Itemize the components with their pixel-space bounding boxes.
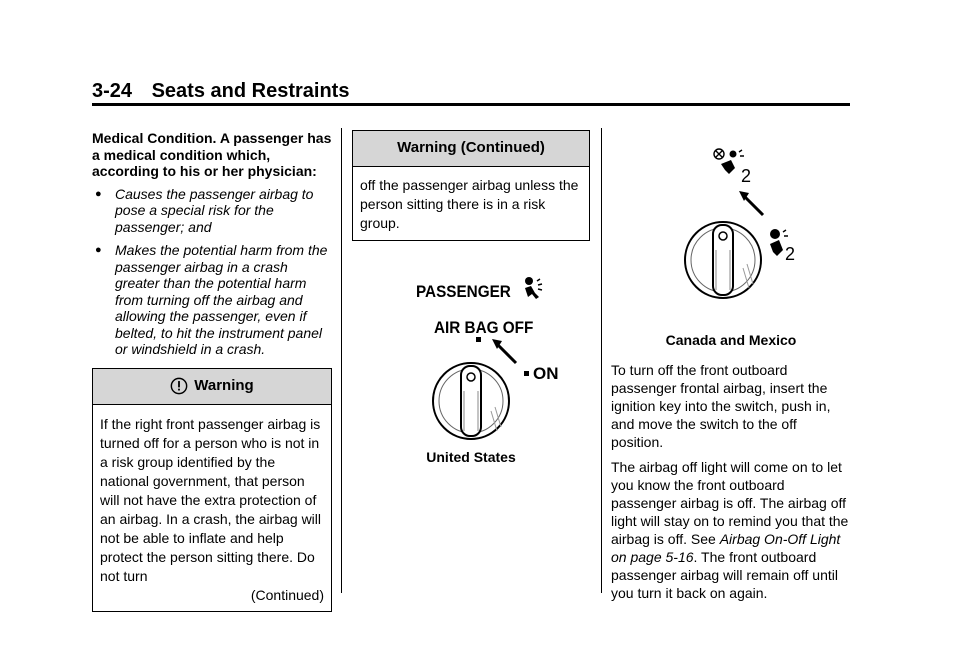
off-indicator-icon (476, 337, 481, 342)
bullet-icon: ● (95, 244, 102, 256)
arrow-icon (743, 195, 763, 215)
on-indicator-icon (524, 371, 529, 376)
condition-list (92, 186, 332, 358)
airbag-light-text: The airbag off light will come on to let you know the front outboard passenger airbag is off. The airbag off light will stay on to remind you that the airbag is off. See (611, 458, 849, 547)
list-item-text: Causes the passenger airbag to pose a special risk for the passenger; and (115, 185, 314, 235)
passenger-airbag-on-icon (770, 229, 795, 264)
passenger-airbag-icon (525, 277, 542, 299)
column-divider-1 (341, 128, 342, 593)
figure-caption-us: United States (426, 449, 516, 465)
figure-caption-canada-mexico: Canada and Mexico (665, 332, 797, 348)
warning-icon (170, 377, 188, 395)
key-switch-icon (433, 363, 509, 439)
warning-continued-header (353, 131, 589, 167)
page-number: 3-24 (92, 80, 133, 102)
warning-continued-text: off the passenger airbag unless the person sitting there is in a risk group. (360, 177, 579, 231)
list-item (92, 186, 332, 236)
list-item-text: Makes the potential harm from the passenger airbag in a crash greater than the potential harm from turning off the airbag and allowing the passenger, even if belted, to hit the instrument panel or windshield in a crash. (115, 242, 328, 357)
airbag-light-text-end: . The front outboard passenger airbag will remain off until you turn it back on again. (611, 548, 838, 601)
passenger-airbag-off-icon (714, 149, 751, 186)
svg-text:2: 2 (785, 244, 796, 264)
airbag-light-paragraph (611, 458, 851, 602)
intro-text: A passenger has a medical condition which, according to his or her physician: (92, 130, 332, 179)
header-rule (92, 103, 850, 106)
arrow-icon (496, 343, 516, 363)
canada-mexico-airbag-switch-figure (651, 140, 811, 310)
section-title: Seats and Restraints (151, 80, 350, 102)
column-3 (611, 140, 851, 602)
cross-reference: Airbag On-Off Light on page 5-16 (611, 530, 841, 565)
column-1 (92, 130, 332, 612)
column-divider-2 (601, 128, 602, 593)
figure-label-passenger: PASSENGER (416, 282, 511, 302)
intro-bold-lead: Medical Condition. (92, 130, 217, 146)
warning-text: If the right front passenger airbag is turned off for a person who is not in a risk group identified by the national government, that person will not have the extra protection of an airbag. In a crash, the airbag will not be able to inflate and help protect the person sitting there. Do not turn (100, 415, 322, 584)
bullet-icon: ● (95, 187, 102, 200)
column-2 (352, 130, 590, 466)
page-header (92, 80, 349, 103)
svg-text:2: 2 (741, 166, 752, 186)
warning-body (93, 405, 331, 611)
figure-label-on: ON (533, 364, 559, 383)
figure-label-airbag-off: AIR BAG OFF (434, 318, 534, 338)
warning-continued-body (353, 167, 589, 240)
warning-header (93, 369, 331, 405)
warning-continued-box (352, 130, 590, 241)
intro-paragraph (92, 130, 332, 180)
warning-box (92, 368, 332, 612)
us-airbag-switch-figure (371, 271, 571, 441)
warning-continued: (Continued) (250, 586, 324, 603)
key-switch-icon (685, 222, 761, 298)
warning-continued-title: Warning (Continued) (397, 139, 545, 157)
instruction-paragraph: To turn off the front outboard passenger frontal airbag, insert the ignition key into the switch, push in, and move the switch to the off position. (611, 361, 831, 450)
list-item (92, 242, 332, 358)
warning-title: Warning (194, 376, 254, 394)
